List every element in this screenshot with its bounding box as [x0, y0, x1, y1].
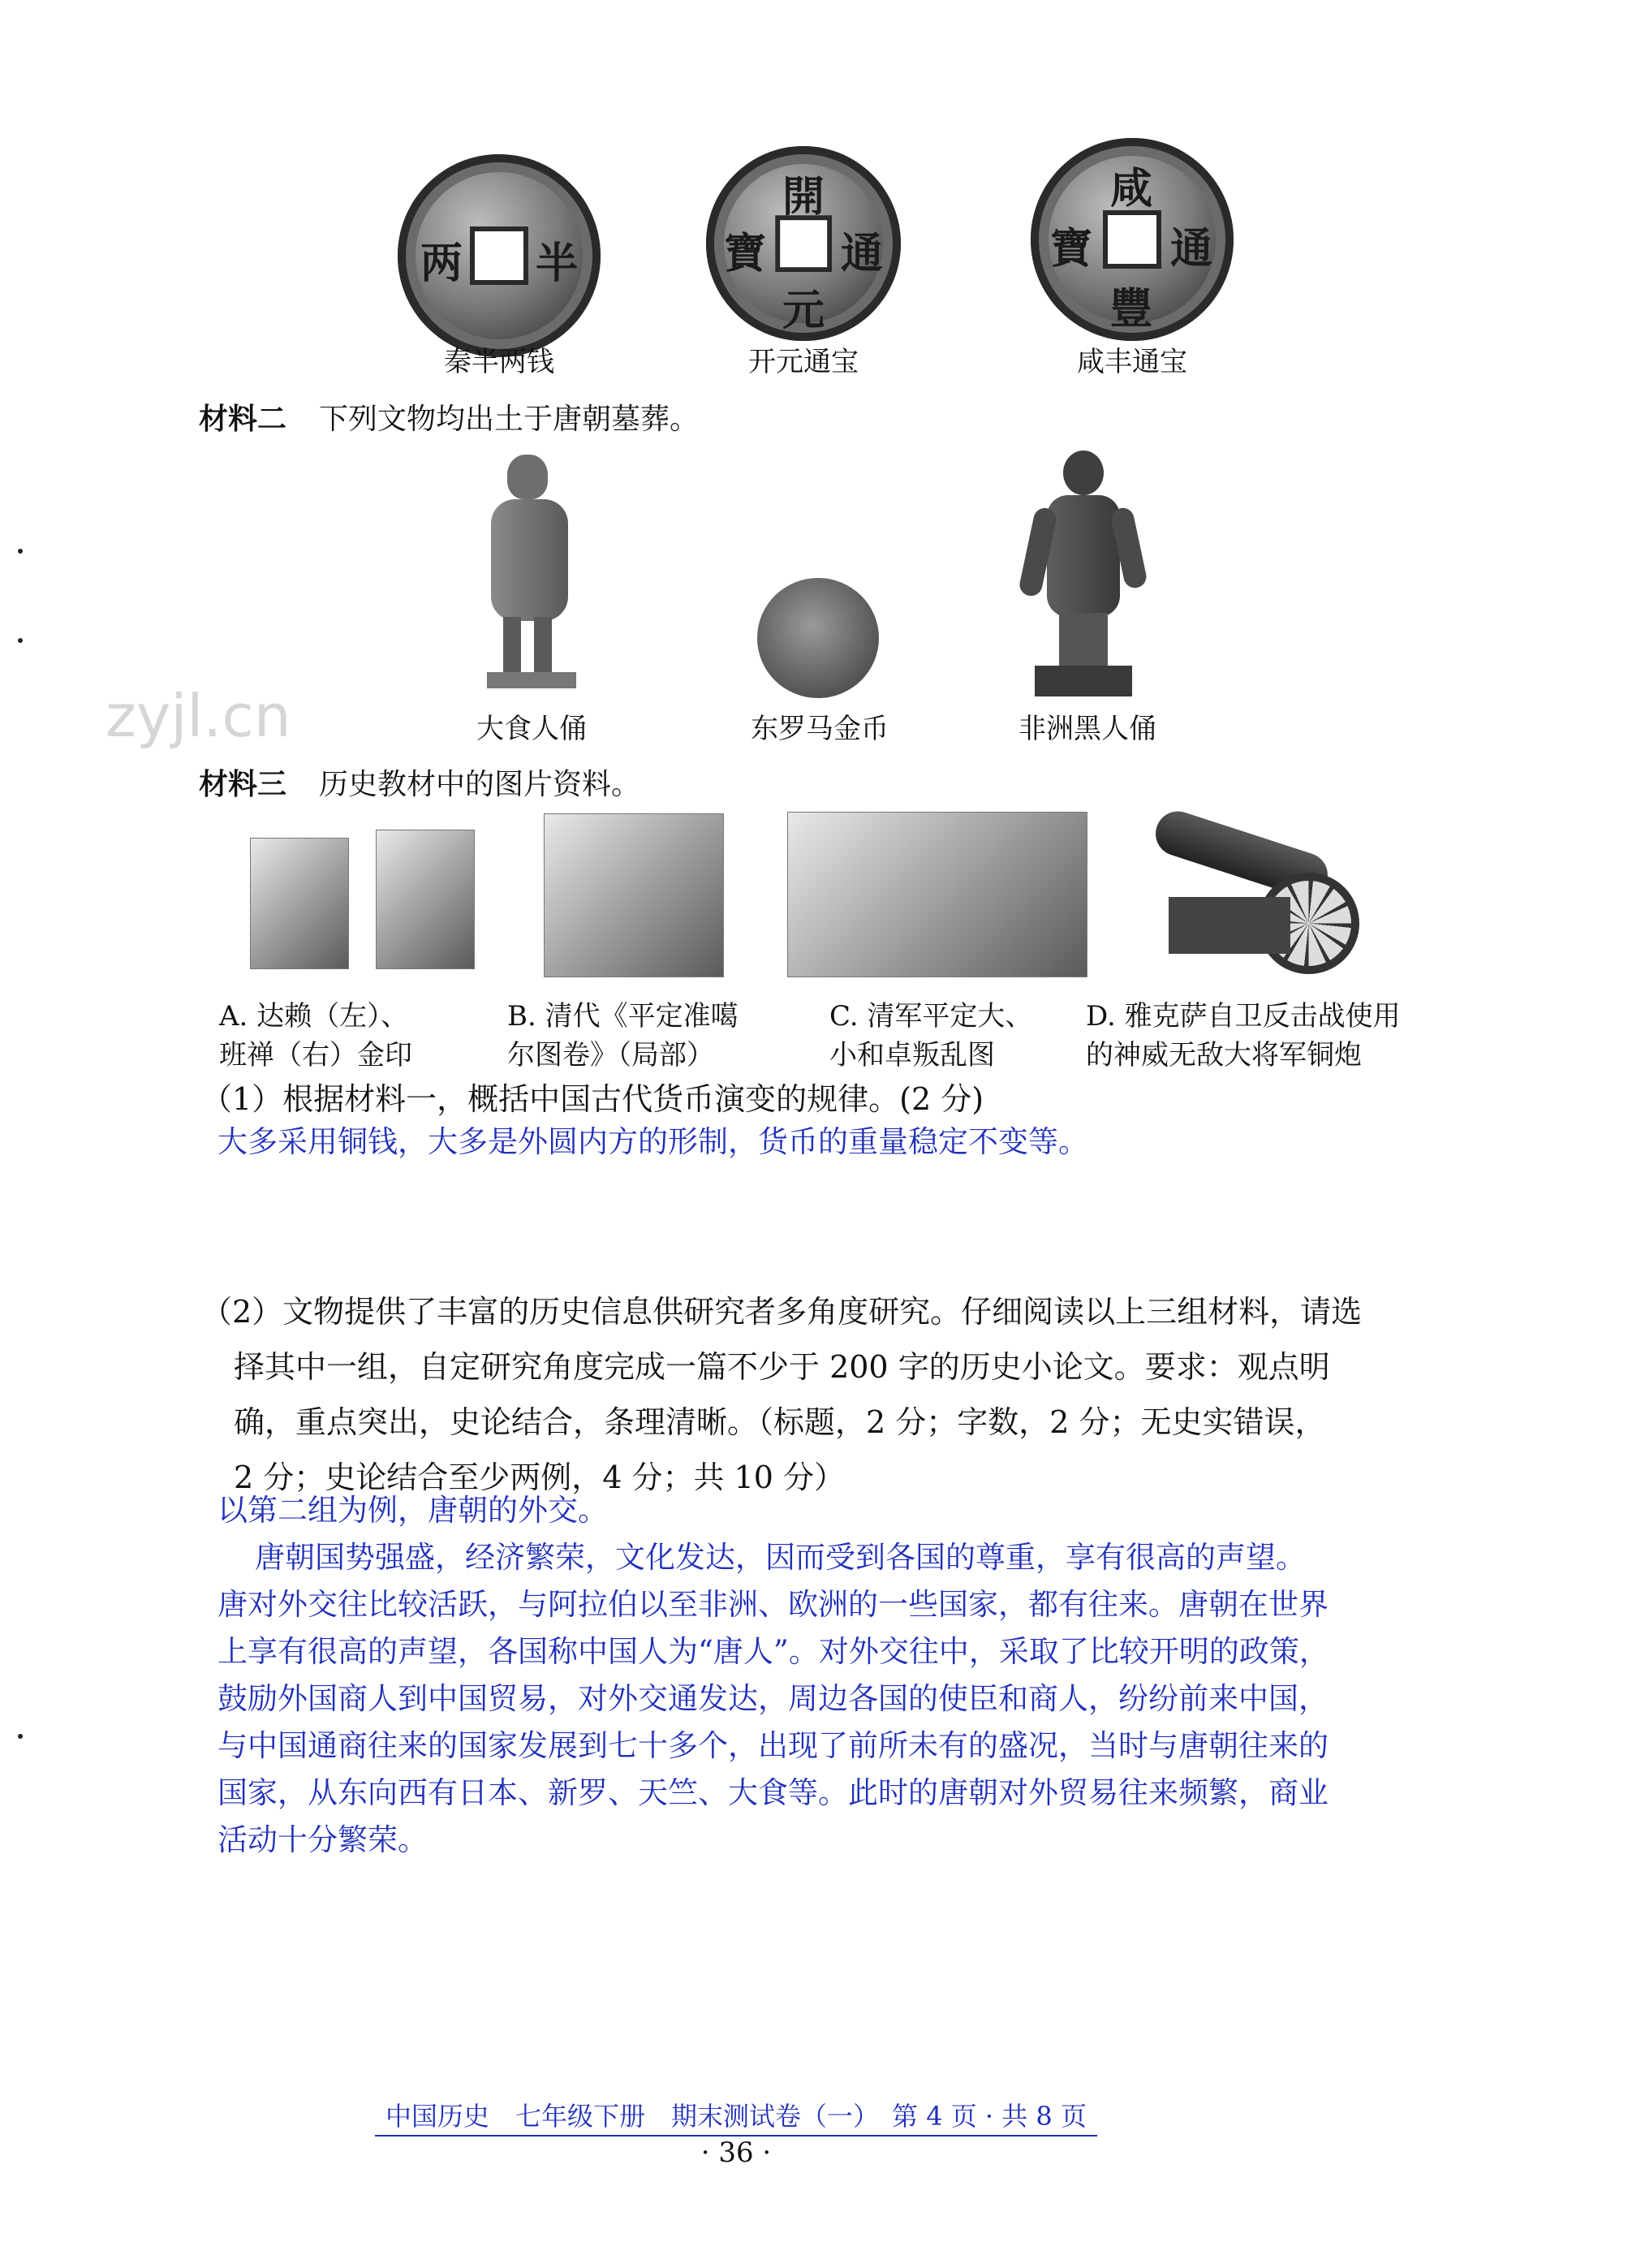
coin-character: 開	[782, 172, 825, 222]
golden-seals-image	[234, 830, 477, 976]
material3-caption-c: C. 清军平定大、 小和卓叛乱图	[829, 1000, 1033, 1071]
coin-character: 通	[841, 229, 884, 278]
margin-dot	[18, 638, 23, 643]
question-2-text: （2）文物提供了丰富的历史信息供研究者多角度研究。仔细阅读以上三组材料，请选 择其中一组，自定研究角度完成一篇不少于 200 字的历史小论文。要求：观点明 确，重点突出，史论结合，条理清晰。（标题，2 分；字数，2 分；无史实错误， 2 分；史论结合至少两例，4 分；共 10 分）	[201, 1294, 1363, 1495]
page-number: · 36 ·	[700, 2136, 772, 2169]
coin-character: 豐	[1110, 284, 1153, 334]
coin-caption: 秦半两钱	[444, 346, 554, 378]
coin-kaiyuan-image	[706, 146, 901, 341]
coin-character: 元	[782, 286, 825, 335]
pingding-zhungeer-painting-image	[544, 813, 724, 977]
material3-title: 材料三	[199, 768, 287, 801]
material2-heading	[199, 396, 699, 438]
question-2-answer: 以第二组为例，唐朝的外交。 唐朝国势强盛，经济繁荣，文化发达，因而受到各国的尊重，享有很高的声望。 唐对外交往比较活跃，与阿拉伯以至非洲、欧洲的一些国家，都有往来。唐朝在世界 上享有很高的声望，各国称中国人为“唐人”。对外交往中，采取了比较开明的政策， 鼓励外国商人到中国贸易，对外交通发达，周边各国的使臣和商人，纷纷前来中国， 与中国通商往来的国家发展到七十多个，出现了前所未有的盛况，当时与唐朝往来的 国家，从东向西有日本、新罗、天竺、大食等。此时的唐朝对外贸易往来频繁，商业 活动十分繁荣。	[217, 1493, 1329, 1857]
footer-header: 中国历史 七年级下册 期末测试卷（一） 第 4 页 · 共 8 页	[375, 2096, 1097, 2136]
coin-character: 寶	[724, 229, 767, 278]
figurine-african-image	[1018, 451, 1148, 698]
figurine-dashi-image	[471, 455, 584, 690]
material3-heading	[199, 761, 640, 803]
question-1-text: （1）根据材料一，概括中国古代货币演变的规律。(2 分)	[201, 1081, 984, 1117]
coin-caption: 咸丰通宝	[1077, 346, 1187, 378]
material2-title: 材料二	[199, 403, 287, 436]
watermark: zyjl.cn	[106, 682, 291, 750]
artifact-caption: 非洲黑人俑	[1018, 713, 1156, 745]
coin-caption: 开元通宝	[748, 346, 859, 378]
material3-caption-d: D. 雅克萨自卫反击战使用 的神威无敌大将军铜炮	[1086, 1000, 1401, 1071]
coin-qin-banliang-image	[398, 154, 601, 357]
bronze-cannon-image	[1136, 808, 1380, 978]
material3-desc: 历史教材中的图片资料。	[319, 768, 641, 801]
pingding-hezhuo-painting-image	[787, 812, 1087, 977]
material2-desc: 下列文物均出土于唐朝墓葬。	[319, 403, 700, 436]
coin-character: 两	[420, 239, 463, 288]
margin-dot	[18, 549, 23, 554]
coin-character: 半	[536, 239, 579, 288]
coin-character: 通	[1170, 224, 1213, 274]
material3-caption-b: B. 清代《平定准噶 尔图卷》（局部）	[507, 1000, 739, 1071]
material3-caption-a: A. 达赖（左）、 班禅（右）金印	[219, 1000, 412, 1071]
coin-character: 寶	[1050, 224, 1093, 274]
artifact-caption: 东罗马金币	[751, 713, 889, 745]
margin-dot	[18, 1734, 23, 1739]
gold-coin-image	[757, 578, 879, 698]
artifact-caption: 大食人俑	[476, 713, 587, 745]
question-1-answer: 大多采用铜钱，大多是外圆内方的形制，货币的重量稳定不变等。	[217, 1124, 1088, 1159]
coin-character: 咸	[1110, 164, 1153, 213]
coin-xianfeng-image	[1031, 138, 1234, 341]
